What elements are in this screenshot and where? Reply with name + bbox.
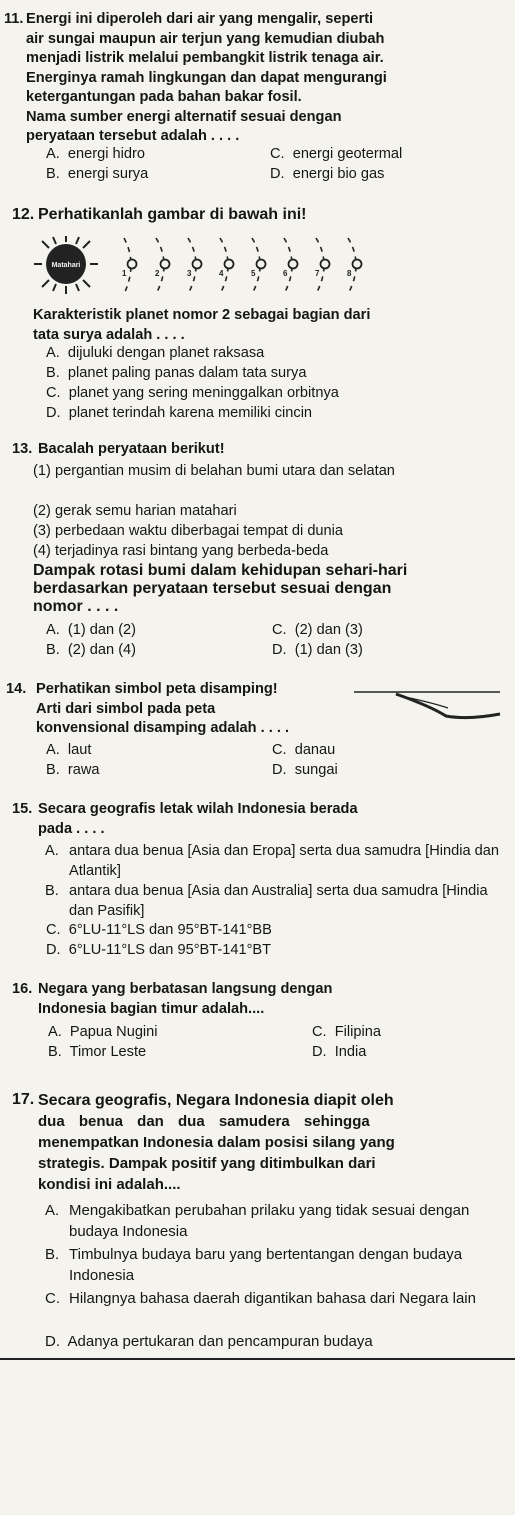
option-c-text: planet yang sering meninggalkan orbitnya: [68, 385, 339, 401]
text-line: pada . . . .: [38, 820, 105, 837]
option-a-text: laut: [67, 742, 92, 758]
statement-label: (3): [33, 523, 51, 539]
option-c-text: Filipina: [334, 1024, 381, 1040]
option-b-text: energi surya: [67, 166, 149, 182]
option-d[interactable]: D. Adanya pertukaran dan pencampuran budaya: [45, 1333, 373, 1350]
text-line: Nama sumber energi alternatif sesuai dengan: [26, 108, 342, 125]
statement-1: [33, 462, 505, 502]
option-c[interactable]: C. planet yang sering meninggalkan orbitnya: [46, 385, 339, 401]
option-d-text: sungai: [294, 762, 338, 778]
option-a-text: Papua Nugini: [69, 1024, 158, 1040]
text-line: menempatkan Indonesia dalam posisi silang yang: [38, 1134, 395, 1151]
text-line: berdasarkan peryataan tersebut sesuai dengan: [33, 580, 392, 597]
question-text: [38, 980, 503, 1019]
text-line: tata surya adalah . . . .: [33, 326, 185, 343]
text-line: Secara geografis, Negara Indonesia diapit oleh: [38, 1092, 394, 1109]
option-a-text: energi hidro: [67, 146, 145, 162]
option-a[interactable]: A. (1) dan (2): [46, 622, 137, 638]
statement-text: pergantian musim di belahan bumi utara dan selatan: [55, 463, 395, 479]
planet-number: 7: [315, 269, 320, 278]
option-a[interactable]: A. dijuluki dengan planet raksasa: [46, 345, 265, 361]
sun-icon: [34, 236, 98, 294]
statement-text: gerak semu harian matahari: [55, 503, 237, 519]
planet-2: [161, 260, 170, 269]
option-d[interactable]: D. planet terindah karena memiliki cincin: [46, 405, 313, 421]
text-line: ketergantungan pada bahan bakar fosil.: [26, 89, 302, 105]
question-17: [0, 1090, 515, 1200]
option-c-text: (2) dan (3): [294, 622, 363, 638]
option-b[interactable]: B. Timor Leste: [48, 1044, 147, 1060]
text-line: Indonesia bagian timur adalah....: [38, 1000, 265, 1017]
text-line: Dampak rotasi bumi dalam kehidupan sehari-hari: [33, 562, 408, 579]
text-line: dua benua dan dua samudera sehingga: [38, 1113, 370, 1130]
option-d-text: (1) dan (3): [294, 642, 363, 658]
statement-text: perbedaan waktu diberbagai tempat di dunia: [55, 523, 344, 539]
option-d-text: planet terindah karena memiliki cincin: [68, 405, 313, 421]
option-a-text: antara dua benua [Asia dan Eropa] serta dua samudra [Hindia dan Atlantik]: [69, 843, 499, 879]
option-b-text: (2) dan (4): [67, 642, 137, 658]
option-d[interactable]: D. India: [312, 1044, 367, 1060]
option-d-text: energi bio gas: [292, 166, 385, 182]
planet-number: 6: [283, 269, 288, 278]
question-text: [26, 10, 503, 147]
option-d-text: India: [334, 1044, 367, 1060]
text-line: Karakteristik planet nomor 2 sebagai bagian dari: [33, 307, 371, 323]
question-number: 11.: [4, 11, 24, 27]
option-a-text: Mengakibatkan perubahan prilaku yang tidak sesuai dengan budaya Indonesia: [69, 1202, 470, 1240]
option-b[interactable]: [33, 1244, 505, 1286]
planet-8: [353, 260, 362, 269]
option-c[interactable]: C. energi geotermal: [270, 146, 403, 162]
option-label: A.: [45, 843, 59, 859]
text-line: kondisi ini adalah....: [38, 1176, 181, 1193]
planet-1: [128, 260, 137, 269]
option-label: B.: [45, 883, 59, 899]
question-text: [36, 680, 356, 739]
text-line: Perhatikan simbol peta disamping!: [36, 681, 278, 697]
option-c[interactable]: C. danau: [272, 742, 336, 758]
option-b-text: rawa: [67, 762, 100, 778]
option-c[interactable]: C. (2) dan (3): [272, 622, 363, 638]
option-c-text: 6°LU-11°LS dan 95°BT-141°BB: [68, 922, 272, 938]
option-b-text: planet paling panas dalam tata surya: [67, 365, 307, 381]
text-line: air sungai maupun air terjun yang kemudian diubah: [26, 30, 385, 47]
planet-number: 4: [219, 269, 224, 278]
option-a-text: (1) dan (2): [67, 622, 137, 638]
option-label: C.: [45, 1290, 60, 1307]
text-line: strategis. Dampak positif yang ditimbulkan dari: [38, 1155, 376, 1172]
statement-label: (4): [33, 543, 51, 559]
question-number: 16.: [12, 981, 33, 997]
question-number: 15.: [12, 801, 33, 817]
option-a-text: dijuluki dengan planet raksasa: [67, 345, 265, 361]
question-text: [38, 1090, 503, 1195]
text-line: Secara geografis letak wilah Indonesia berada: [38, 801, 358, 817]
question-number: 12.: [12, 206, 35, 223]
question-number: 13.: [12, 441, 33, 457]
option-c-text: danau: [294, 742, 336, 758]
option-c-text: Hilangnya bahasa daerah digantikan bahasa dari Negara lain: [69, 1290, 476, 1307]
planet-number: 3: [187, 269, 192, 278]
option-a[interactable]: [33, 1200, 505, 1242]
text-line: konvensional disamping adalah . . . .: [36, 720, 290, 736]
option-c[interactable]: [33, 1288, 505, 1330]
text-line: Negara yang berbatasan langsung dengan: [38, 981, 333, 997]
planet-number: 2: [155, 269, 160, 278]
text-line: nomor . . . .: [33, 598, 119, 615]
option-b[interactable]: B. planet paling panas dalam tata surya: [46, 365, 307, 381]
option-c[interactable]: C. 6°LU-11°LS dan 95°BT-141°BB: [46, 922, 272, 938]
planet-6: [289, 260, 298, 269]
question-title: Bacalah peryataan berikut!: [38, 441, 225, 457]
option-label: B.: [45, 1246, 60, 1263]
planet-number: 8: [347, 269, 352, 278]
option-b[interactable]: B. energi surya: [46, 166, 149, 182]
planet-number: 1: [122, 269, 127, 278]
planet-number: 5: [251, 269, 256, 278]
option-b-text: Timbulnya budaya baru yang bertentangan dengan budaya Indonesia: [69, 1246, 463, 1284]
question-16: [0, 980, 515, 1025]
planet-3: [193, 260, 202, 269]
option-d[interactable]: D. energi bio gas: [270, 166, 385, 182]
planet-5: [257, 260, 266, 269]
question-text: [38, 800, 503, 839]
text-line: Energi ini diperoleh dari air yang mengalir, seperti: [26, 11, 374, 27]
option-d[interactable]: D. (1) dan (3): [272, 642, 363, 658]
statement-text: terjadinya rasi bintang yang berbeda-beda: [55, 543, 329, 559]
option-a[interactable]: A. energi hidro: [46, 146, 145, 162]
planets: [128, 260, 362, 269]
planet-numbers: [122, 269, 352, 278]
question-title: Perhatikanlah gambar di bawah ini!: [38, 206, 307, 223]
text-line: peryataan tersebut adalah . . . .: [26, 128, 240, 144]
option-b-text: Timor Leste: [69, 1044, 147, 1060]
option-a[interactable]: A. laut: [46, 742, 92, 758]
statement-label: (2): [33, 503, 51, 519]
bottom-rule: [0, 1358, 515, 1360]
solar-system-diagram: [28, 236, 515, 298]
question-12-text: [33, 306, 503, 345]
option-d[interactable]: D. sungai: [272, 762, 338, 778]
question-15: [0, 800, 515, 845]
sun-label: Matahari: [51, 262, 81, 269]
question-number: 14.: [6, 681, 27, 697]
text-line: Arti dari simbol pada peta: [36, 700, 216, 717]
option-b[interactable]: B. rawa: [46, 762, 100, 778]
option-b[interactable]: B. (2) dan (4): [46, 642, 137, 658]
question-13: [0, 440, 515, 462]
option-c[interactable]: C. Filipina: [312, 1024, 381, 1040]
text-line: menjadi listrik melalui pembangkit listrik tenaga air.: [26, 50, 384, 66]
option-label: A.: [45, 1202, 60, 1219]
question-12: [0, 205, 515, 235]
option-d[interactable]: D. 6°LU-11°LS dan 95°BT-141°BT: [46, 942, 272, 958]
planet-7: [321, 260, 330, 269]
option-c-text: energi geotermal: [292, 146, 403, 162]
option-a[interactable]: [33, 842, 505, 882]
option-d-text: Adanya pertukaran dan pencampuran budaya: [67, 1333, 373, 1350]
option-b[interactable]: [33, 882, 505, 922]
question-number: 17.: [12, 1091, 35, 1108]
option-b-text: antara dua benua [Asia dan Australia] serta dua samudra [Hindia dan Pasifik]: [69, 883, 488, 919]
question-13-text: [33, 562, 503, 616]
text-line: Energinya ramah lingkungan dan dapat mengurangi: [26, 69, 387, 86]
map-symbol-icon: [350, 686, 510, 726]
option-a[interactable]: A. Papua Nugini: [48, 1024, 158, 1040]
statement-label: (1): [33, 463, 51, 479]
planet-4: [225, 260, 234, 269]
question-11: [0, 10, 515, 190]
option-d-text: 6°LU-11°LS dan 95°BT-141°BT: [68, 942, 272, 958]
